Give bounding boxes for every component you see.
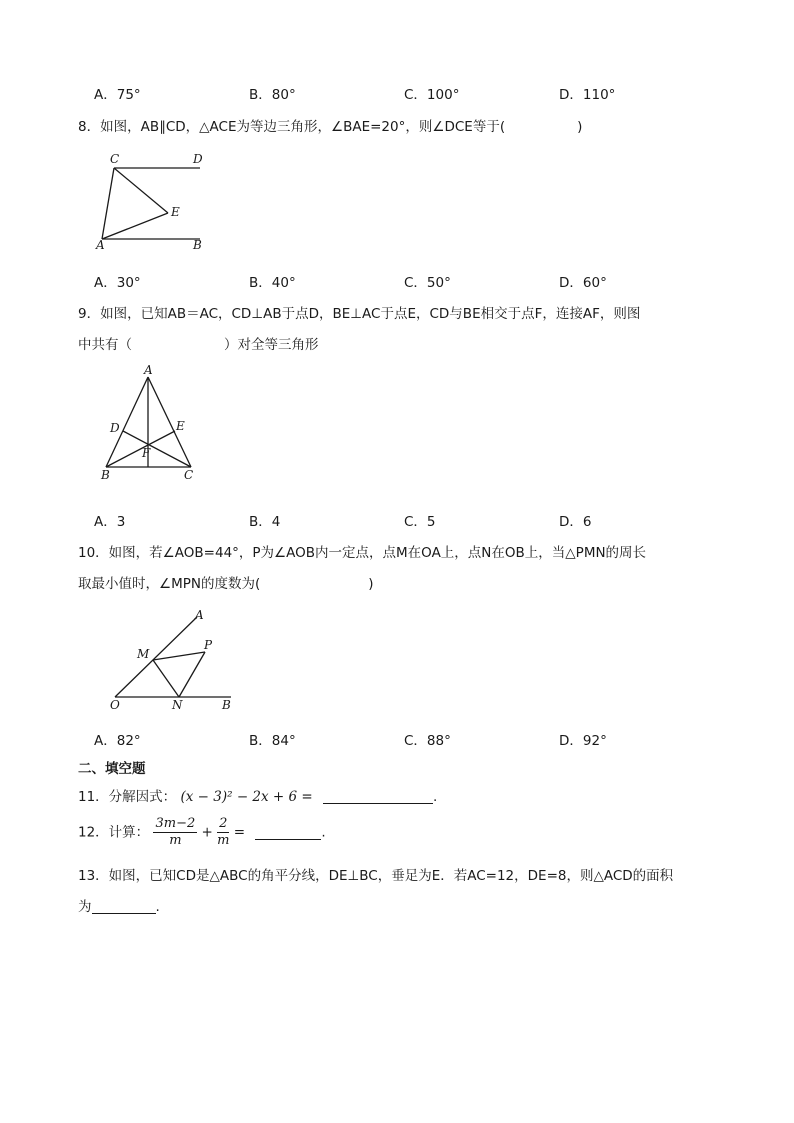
q12-numerator-1: 3m−2 [155,816,196,831]
q9-line-be [106,431,175,467]
q10-label-a: A [195,608,204,622]
q8-stem-end: ) [577,119,583,135]
section2-title: 二、填空题 [78,761,146,777]
q12-fraction-2 [217,816,229,849]
q9-option-d[interactable]: D．6 [559,514,592,530]
q9-option-b[interactable]: B．4 [249,514,281,530]
q9-label-c: C [184,468,194,482]
q11-answer-blank[interactable] [323,789,433,804]
q11 [78,785,437,805]
q10-stem-line1: 10．如图，若∠AOB=44°，P为∠AOB内一定点，点M在OA上，点N在OB上，当△PMN的周长 [78,545,647,561]
q9-stem-start: 中共有（ [78,337,132,353]
q7-option-d[interactable]: D．110° [559,87,616,103]
q13-answer-blank[interactable] [92,899,156,914]
q10-option-d[interactable]: D．92° [559,733,607,749]
q10-stem-text: 取最小值时，∠MPN的度数为( [78,576,261,592]
q9-label-b: B [101,468,110,482]
q12-equals: = [233,824,246,841]
q10-label-p: P [204,638,213,652]
q9-label-a: A [144,363,153,377]
q8-stem [78,115,582,135]
q10-option-c[interactable]: C．88° [404,733,451,749]
q9-stem-line2 [78,333,319,353]
q12-suffix: . [321,824,326,841]
q8-option-c[interactable]: C．50° [404,275,451,291]
q9-label-d: D [110,421,120,435]
q7-option-a[interactable]: A．75° [94,87,141,103]
q9-stem-line1: 9．如图，已知AB＝AC，CD⊥AB于点D，BE⊥AC于点E，CD与BE相交于点F，连接AF，则图 [78,306,641,322]
q10-line-mn [153,660,179,697]
q9-option-a[interactable]: A．3 [94,514,126,530]
q7-option-b[interactable]: B．80° [249,87,296,103]
q10-label-o: O [110,698,120,712]
q10-label-m: M [137,647,150,661]
q12 [78,816,326,849]
q9-stem-end: ）对全等三角形 [224,337,319,353]
q8-option-b[interactable]: B．40° [249,275,296,291]
q9-label-e: E [176,419,185,433]
q8-line-ce [114,168,168,213]
q9-figure [98,362,208,487]
q12-denominator-2: m [217,833,230,848]
q10-option-a[interactable]: A．82° [94,733,141,749]
q10-stem-end: ) [368,576,374,592]
q13-suffix: . [155,899,160,915]
q10-line-pn [179,652,205,697]
q8-label-c: C [110,152,120,166]
q10-figure [105,605,245,715]
q8-label-e: E [171,205,180,219]
q10-label-b: B [222,698,231,712]
q11-prefix: 11．分解因式： [78,789,177,805]
q12-answer-blank[interactable] [255,825,321,840]
q11-suffix: . [433,789,438,805]
q9-label-f: F [142,446,151,460]
q8-label-a: A [96,238,105,252]
q12-denominator-1: m [169,833,182,848]
q8-option-d[interactable]: D．60° [559,275,607,291]
q10-ray-oa [115,617,197,697]
q13-line2 [78,895,160,915]
q8-stem-text: 8．如图，AB∥CD，△ACE为等边三角形，∠BAE=20°，则∠DCE等于( [78,119,506,135]
q12-fraction-1 [153,816,197,849]
q13-line2-start: 为 [78,899,92,915]
q12-prefix: 12．计算： [78,824,150,841]
q8-figure [90,148,220,258]
q10-stem-line2 [78,572,374,592]
q11-expression: (x − 3)² − 2x + 6 = [180,789,313,805]
q10-option-b[interactable]: B．84° [249,733,296,749]
q12-numerator-2: 2 [217,816,229,833]
q8-label-d: D [193,152,203,166]
q12-plus: + [201,824,213,841]
q13-line1: 13．如图，已知CD是△ABC的角平分线，DE⊥BC，垂足为E．若AC=12，DE=8，则△ACD的面积 [78,868,674,884]
q10-label-n: N [172,698,183,712]
q8-line-ae [102,213,168,239]
q9-option-c[interactable]: C．5 [404,514,436,530]
q8-line-ac [102,168,114,239]
q8-label-b: B [193,238,202,252]
q7-option-c[interactable]: C．100° [404,87,460,103]
q8-option-a[interactable]: A．30° [94,275,141,291]
q9-line-cd [123,431,191,467]
